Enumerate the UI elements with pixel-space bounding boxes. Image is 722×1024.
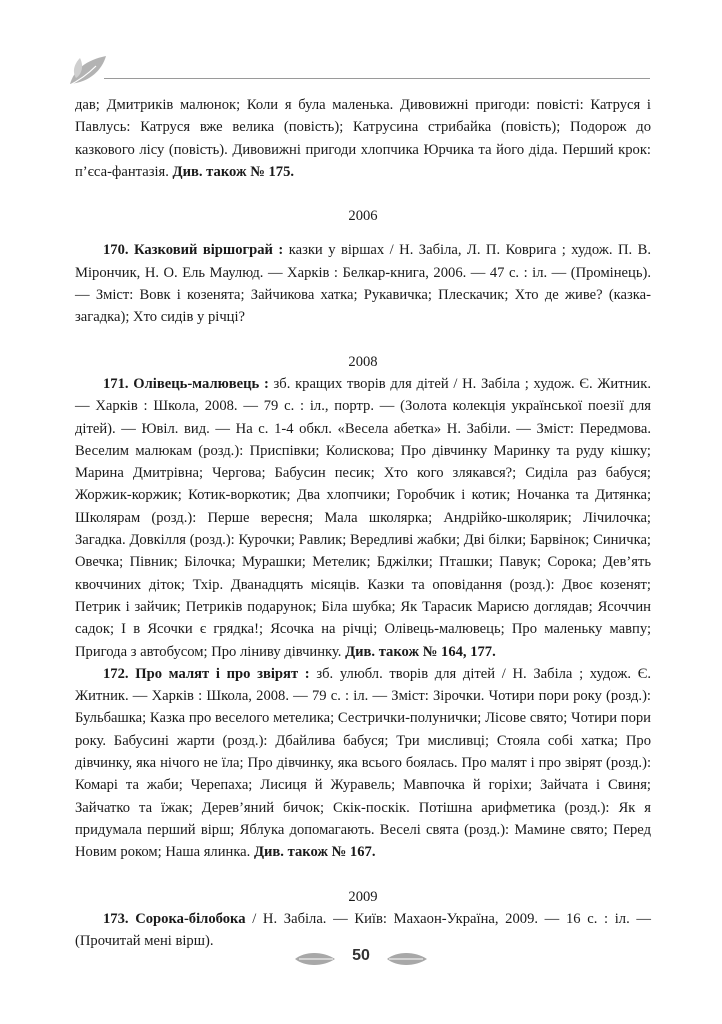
leaf-ornament-icon bbox=[66, 52, 114, 88]
entry-see-also: Див. також № 164, 177. bbox=[345, 643, 496, 660]
entry-170 bbox=[75, 239, 651, 328]
page-content bbox=[75, 94, 651, 952]
page-footer bbox=[0, 946, 722, 970]
entry-172 bbox=[75, 663, 651, 864]
entry-body: зб. кращих творів для дітей / Н. Забіла ; худож. Є. Житник. — Харків : Школа, 2008. — 79 с. : іл., портр. — (Золота колекція української поезії для дітей). — Ювіл. вид. — На с. 1-4 обкл. «Весела абетка» Н. Забіли. — Зміст: Передмова. Веселим малюкам (розд.): Приспівки; Колискова; Про дівчинку Маринку та руду кішку; Марина Дмитрівна; Чергова; Бабусин песик; Хто кого злякався?; Сиділа раз бабуся; Жоржик-коржик; Котик-воркотик; Два хлопчики; Горобчик і котик; Ночанка та Дитянка; Школярам (розд.): Перше вересня; Мала школярка; Андрійко-школярик; Лічилочка; Загадка. Довкілля (розд.): Курочки; Равлик; Вередливі жабки; Дві білки; Барвінок; Синичка; Овечка; Півник; Білочка; Мурашки; Метелик; Бджілки; Пташки; Павук; Сорока; Дев’ять квоччиних діток; Тхір. Дванадцять місяців. Казки та оповідання (розд.): Двоє козенят; Петрик і зайчик; Петриків подарунок; Біла шубка; Як Тарасик Марисю доглядав; Ясоччин садок; І в Ясочки є грядка!; Ясочка на річці; Олівець-малювець; Про маленьку мавпу; Пригода з автобусом; Про ліниву дівчинку. bbox=[75, 375, 651, 660]
left-leaf-ornament-icon bbox=[293, 952, 337, 966]
entry-title: 173. Сорока-білобока bbox=[103, 910, 246, 927]
entry-body: казки у віршах / Н. Забіла, Л. П. Коврига ; худож. П. В. Мірончик, Н. О. Ель Маулюд. — Харків : Белкар-книга, 2006. — 47 с. : іл. — (Промінець). — Зміст: Вовк і козенята; Зайчикова хатка; Рукавичка; Плескачик; Хто де живе? (казка-загадка); Хто сидів у річці? bbox=[75, 242, 651, 326]
entry-171 bbox=[75, 373, 651, 663]
right-leaf-ornament-icon bbox=[385, 952, 429, 966]
entry-see-also: Див. також № 167. bbox=[253, 844, 376, 861]
page-number: 50 bbox=[352, 947, 370, 964]
year-heading-2008: 2008 bbox=[348, 353, 378, 370]
entry-body: зб. улюбл. творів для дітей / Н. Забіла ; худож. Є. Житник. — Харків : Школа, 2008. — 79 с. : іл. — Зміст: Зірочки. Чотири пори року (розд.): Бульбашка; Казка про веселого метелика; Сестрички-полунички; Лісове свято; Чотири пори року. Бабусині жарти (розд.): Дбайлива бабуся; Три мисливці; Стояла собі хатка; Про дівчинку, яка нічого не їла; Про дівчинку, яка всього боялась. Про малят і про звірят (розд.): Комарі та жаби; Черепаха; Лисиця й Журавель; Мавпочка й горіхи; Зайчата і Свиня; Зайчатко та їжак; Дерев’яний бичок; Скік-поскік. Потішна арифметика (розд.): Як я придумала перший вірш; Яблука допомагають. Веселі свята (розд.): Мамине свято; Перед Новим роком; Наша ялинка. bbox=[75, 665, 651, 861]
entry-body: / Н. Забіла. — Київ: Махаон-Україна, 2009. — 16 с. : іл. — (Прочитай мені вірш). bbox=[75, 910, 651, 950]
intro-text: дав; Дмитриків малюнок; Коли я була маленька. Дивовижні пригоди: повісті: Катруся і Павлусь: Катруся вже велика (повість); Катрусина стрибайка (повість); Подорож до казкового лісу (повість). Дивовижні пригоди хлопчика Юрчика та його діда. Перший крок: п’єса-фантазія. bbox=[75, 97, 651, 180]
header-rule bbox=[104, 78, 650, 79]
intro-see-also: Див. також № 175. bbox=[172, 163, 295, 180]
year-heading-2006: 2006 bbox=[348, 208, 378, 225]
entry-title: 171. Олівець-малювець : bbox=[103, 375, 269, 392]
entry-title: 172. Про малят і про звірят : bbox=[103, 665, 310, 682]
intro-paragraph bbox=[75, 94, 651, 183]
year-heading-2009: 2009 bbox=[348, 888, 378, 905]
entry-title: 170. Казковий віршограй : bbox=[103, 242, 284, 259]
